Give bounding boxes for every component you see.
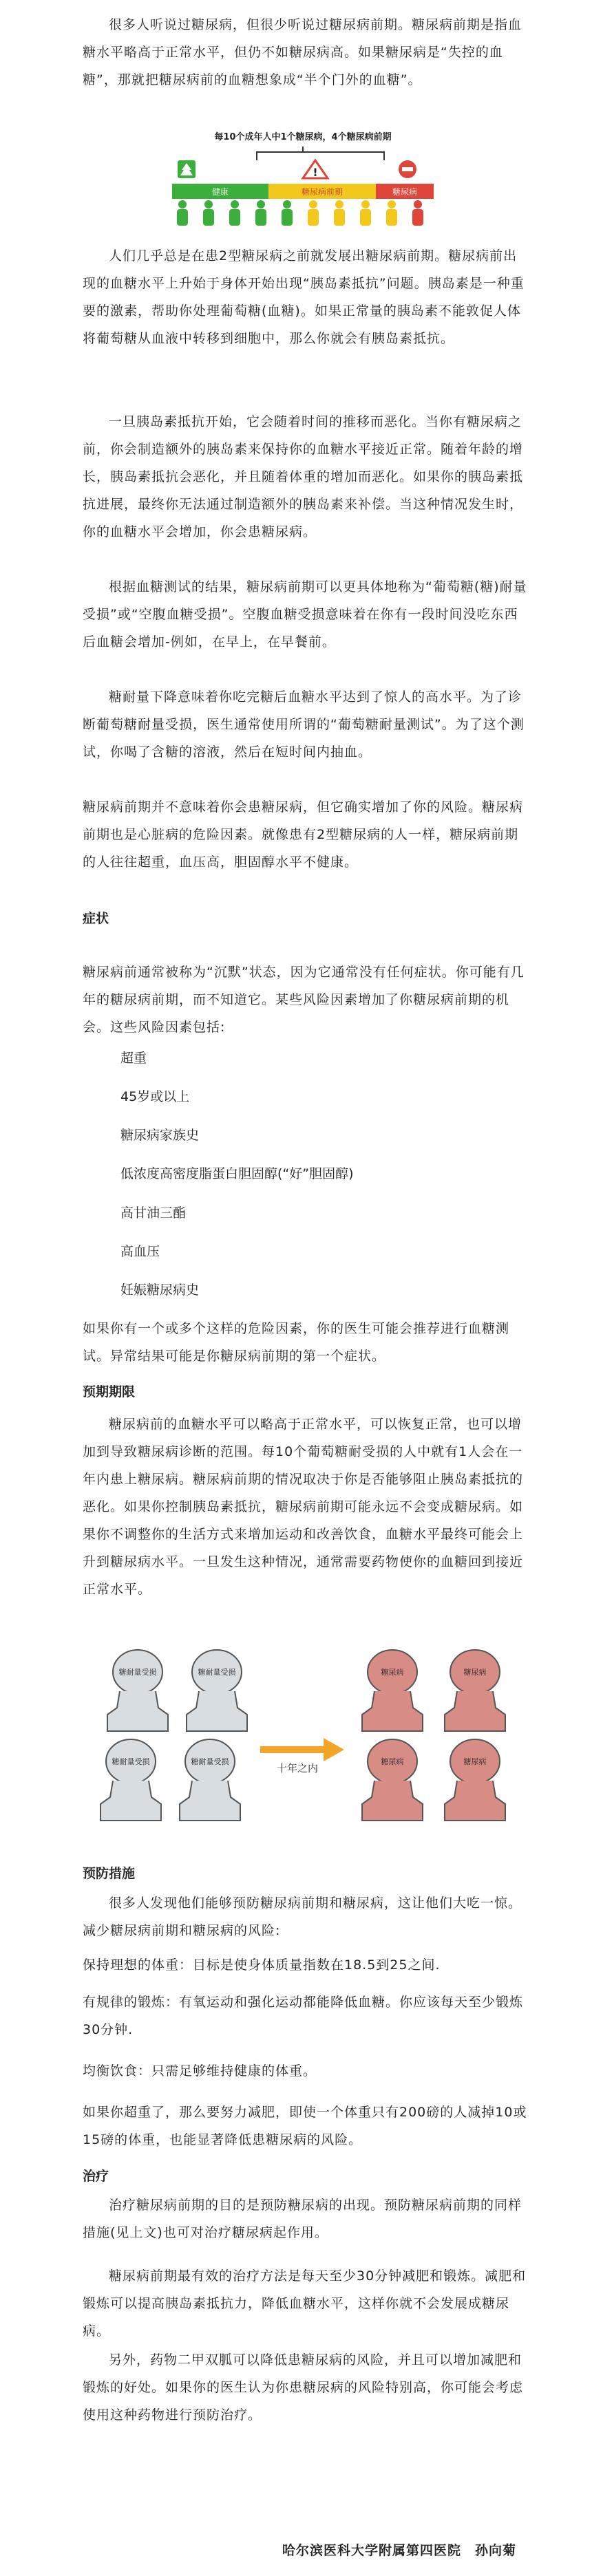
warning-sign-icon (303, 160, 328, 179)
diabetic-person-icon (362, 1739, 423, 1821)
label-right: 糖尿病 (463, 1757, 487, 1766)
person-icon (203, 200, 214, 226)
figure-prevalence-infographic (165, 127, 441, 230)
impaired-person-icon (107, 1650, 168, 1731)
label-right: 糖尿病 (381, 1668, 404, 1677)
paragraph-risk: 糖尿病前期并不意味着你会患糖尿病，但它确实增加了你的风险。糖尿病前期也是心脏病的危险因素。就像患有2型糖尿病的人一样，糖尿病前期的人往往超重，血压高，胆固醇水平不健康。 (83, 799, 524, 870)
label-prediabetes: 糖尿病前期 (301, 187, 343, 197)
list-item: 超重 (120, 1051, 147, 1066)
impaired-person-icon (180, 1739, 240, 1821)
list-item: 糖尿病家族史 (120, 1128, 200, 1143)
paragraph-testing: 如果你有一个或多个这样的危险因素，你的医生可能会推荐进行血糖测试。异常结果可能是你糖尿病前期的第一个症状。 (83, 1321, 510, 1364)
person-icon (412, 200, 423, 226)
bracket-line (303, 147, 384, 160)
list-item: 低浓度高密度脂蛋白胆固醇(“好”胆固醇) (120, 1166, 354, 1181)
paragraph-glucose-tolerance: 糖耐量下降意味着你吃完糖后血糖水平达到了惊人的高水平。为了诊断葡萄糖耐量受损，医生通常使用所谓的“葡萄糖耐量测试”。为了这个测试，你喝了含糖的溶液，然后在短时间内抽血。 (83, 689, 525, 760)
heading-prevention: 预防措施 (83, 1866, 136, 1881)
prevention-item-exercise: 有规律的锻炼：有氧运动和强化运动都能降低血糖。你应该每天至少锻炼30分钟. (83, 1995, 524, 2037)
paragraph-treatment-goal: 治疗糖尿病前期的目的是预防糖尿病的出现。预防糖尿病前期的同样措施(见上文)也可对治疗糖尿病起作用。 (83, 2198, 522, 2240)
impaired-person-icon (187, 1650, 247, 1731)
person-icon (334, 200, 345, 226)
arrow-label: 十年之内 (276, 1762, 319, 1774)
list-item: 高甘油三酯 (120, 1205, 187, 1221)
impaired-person-icon (101, 1739, 161, 1821)
heading-outlook: 预期期限 (83, 1384, 136, 1399)
figure1-title: 每10个成年人中1个糖尿病，4个糖尿病前期 (214, 132, 392, 142)
paragraph-silent: 糖尿病前通常被称为“沉默”状态，因为它通常没有任何症状。你可能有几年的糖尿病前期，而不知道它。某些风险因素增加了你糖尿病前期的机会。这些风险因素包括: (83, 965, 525, 1035)
heading-symptoms: 症状 (83, 911, 109, 926)
paragraph-weight-loss: 如果你超重了，那么要努力减肥，即使一个体重只有200磅的人减掉10或15磅的体重，也能显著降低患糖尿病的风险。 (83, 2105, 527, 2147)
prevention-item-diet: 均衡饮食：只需足够维持健康的体重。 (83, 2063, 317, 2079)
stop-sign-icon (399, 160, 416, 178)
bracket-line (257, 152, 303, 160)
paragraph-progression: 一旦胰岛素抵抗开始，它会随着时间的推移而恶化。当你有糖尿病之前，你会制造额外的胰岛素来保持你的血糖水平接近正常。随着年龄的增长，胰岛素抵抗会恶化，并且随着体重的增加而恶化。如果你的胰岛素抵抗进展，最终你无法通过制造额外的胰岛素来补偿。当这种情况发生时，你的血糖水平会增加，你会患糖尿病。 (83, 414, 524, 539)
paragraph-prevention-intro: 很多人发现他们能够预防糖尿病前期和糖尿病，这让他们大吃一惊。减少糖尿病前期和糖尿病的风险: (83, 1896, 522, 1938)
diabetic-person-icon (362, 1650, 423, 1731)
label-left: 糖耐量受损 (198, 1668, 236, 1677)
list-item: 高血压 (120, 1244, 160, 1259)
paragraph-treatment-method: 糖尿病前期最有效的治疗方法是每天至少30分钟减肥和锻炼。减肥和锻炼可以提高胰岛素抵抗力，降低血糖水平，这样你就不会发展成糖尿病。 (83, 2268, 527, 2339)
diabetic-person-icon (445, 1739, 505, 1821)
label-left: 糖耐量受损 (191, 1757, 229, 1766)
person-icon (308, 200, 319, 226)
list-item: 妊娠糖尿病史 (120, 1282, 200, 1298)
diabetic-person-icon (445, 1650, 505, 1731)
arrow-right-icon (260, 1738, 344, 1761)
figure-progression-illustration (83, 1644, 530, 1844)
label-diabetes: 糖尿病 (392, 187, 418, 197)
paragraph-insulin-resistance: 人们几乎总是在患2型糖尿病之前就发展出糖尿病前期。糖尿病前出现的血糖水平上升始于身体开始出现“胰岛素抵抗”问题。胰岛素是一种重要的激素，帮助你处理葡萄糖(血糖)。如果正常量的胰岛素不能敦促人体将葡萄糖从血液中转移到细胞中，那么你就会有胰岛素抵抗。 (83, 248, 525, 346)
intro-paragraph: 很多人听说过糖尿病，但很少听说过糖尿病前期。糖尿病前期是指血糖水平略高于正常水平，但仍不如糖尿病高。如果糖尿病是“失控的血糖”，那就把糖尿病前的血糖想象成“半个门外的血糖”。 (83, 17, 522, 87)
person-icon (360, 200, 371, 226)
author-signature: 哈尔滨医科大学附属第四医院 孙向菊 (282, 2543, 516, 2558)
paragraph-outlook: 糖尿病前的血糖水平可以略高于正常水平，可以恢复正常，也可以增加到导致糖尿病诊断的范围。每10个葡萄糖耐受损的人中就有1人会在一年内患上糖尿病。糖尿病前期的情况取决于你是否能够阻止胰岛素抵抗的恶化。如果你控制胰岛素抵抗，糖尿病前期可能永远不会变成糖尿病。如果你不调整你的生活方式来增加运动和改善饮食，血糖水平最终可能会上升到糖尿病水平。一旦发生这种情况，通常需要药物使你的血糖回到接近正常水平。 (83, 1417, 524, 1597)
label-left: 糖耐量受损 (118, 1668, 157, 1677)
label-healthy: 健康 (211, 187, 229, 197)
person-icon (282, 200, 293, 226)
person-icon (255, 200, 266, 226)
person-icon (229, 200, 240, 226)
people-row (177, 200, 423, 226)
svg-text:!: ! (313, 166, 318, 179)
prevention-item-weight: 保持理想的体重：目标是使身体质量指数在18.5到25之间. (83, 1957, 441, 1973)
list-item: 45岁或以上 (120, 1089, 190, 1104)
label-left: 糖耐量受损 (112, 1757, 150, 1766)
person-icon (177, 200, 188, 226)
healthy-sign-icon (178, 160, 195, 178)
label-right: 糖尿病 (381, 1757, 404, 1766)
paragraph-medication: 另外，药物二甲双胍可以降低患糖尿病的风险，并且可以增加减肥和锻炼的好处。如果你的医生认为你患糖尿病的风险特别高，你可能会考虑使用这种药物进行预防治疗。 (83, 2352, 524, 2423)
paragraph-test-types: 根据血糖测试的结果，糖尿病前期可以更具体地称为“葡萄糖(糖)耐量受损”或“空腹血糖受损”。空腹血糖受损意味着在你有一段时间没吃东西后血糖会增加-例如，在早上，在早餐前。 (83, 579, 527, 650)
label-right: 糖尿病 (463, 1668, 487, 1677)
heading-treatment: 治疗 (83, 2169, 109, 2184)
person-icon (386, 200, 397, 226)
